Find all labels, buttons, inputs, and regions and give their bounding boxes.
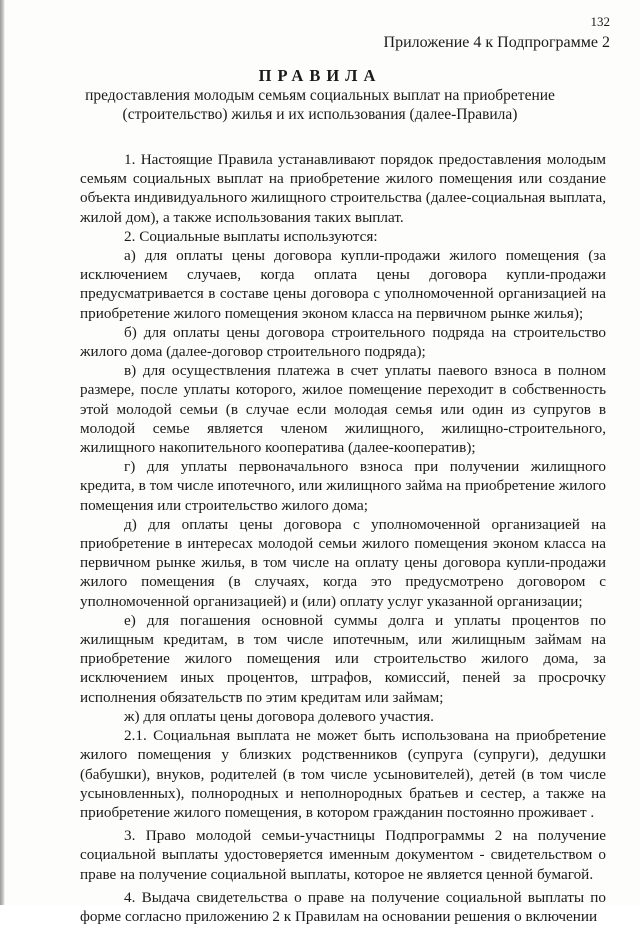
document-title: ПРАВИЛА xyxy=(258,66,382,85)
paragraph-2v: в) для осуществления платежа в счет уплаты паевого взноса в полном размере, после уплаты которого, жилое помещение переходит в собственность этой молодой семьи (в случае если молодая семья или один из супругов в молодой семье является членом жилищного, жилищно-строительного, жилищного накопительного кооператива (далее-кооператив); xyxy=(80,362,606,457)
paragraph-2d: д) для оплаты цены договора с уполномоченной организацией на приобретение в интересах молодой семьи жилого помещения эконом класса на первичном рынке жилья, в том числе на оплату цены договора купли-продажи жилого помещения (в случаях, когда это предусмотрено договором с уполномоченной организацией) и (или) оплату услуг указанной организации; xyxy=(80,515,606,610)
paragraph-3: 3. Право молодой семьи-участницы Подпрограммы 2 на получение социальной выплаты удостоверяется именным документом - свидетельством о праве на получение социальной выплаты, которое не является ценной бумагой. xyxy=(80,827,606,883)
paragraph-2: 2. Социальные выплаты используются: xyxy=(124,227,378,245)
document-body xyxy=(80,150,606,926)
paragraph-2-1: 2.1. Социальная выплата не может быть использована на приобретение жилого помещения у близких родственников (супруга (супруги), дедушки (бабушки), внуков, родителей (в том числе усыновителей), детей (в том числе усыновленных), полнородных и неполнородных братьев и сестер, а также на приобретение жилого помещения, в котором гражданин постоянно проживает . xyxy=(80,727,606,821)
paragraph-1: 1. Настоящие Правила устанавливают порядок предоставления молодым семьям социальных выплат на приобретение жилого помещения или создание объекта индивидуального жилищного строительства (далее-социальная выплата, жилой дом), а также использования таких выплат. xyxy=(80,151,606,226)
paragraph-4: 4. Выдача свидетельства о праве на получение социальной выплаты по форме согласно приложению 2 к Правилам на основании решения о включении xyxy=(80,888,606,925)
scan-edge-mark xyxy=(0,0,5,905)
paragraph-2b: б) для оплаты цены договора строительного подряда на строительство жилого дома (далее-договор строительного подряда); xyxy=(80,323,606,361)
paragraph-2e: е) для погашения основной суммы долга и уплаты процентов по жилищным кредитам, в том числе ипотечным, или жилищным займам на приобретение жилого помещения или строительство жилого дома, за исключением иных процентов, штрафов, комиссий, пеней за просрочку исполнения обязательств по этим кредитам или займам; xyxy=(80,611,606,706)
paragraph-2zh: ж) для оплаты цены договора долевого участия. xyxy=(124,707,434,725)
paragraph-2a: а) для оплаты цены договора купли-продажи жилого помещения (за исключением случаев, когда оплата цены договора купли-продажи предусматривается в составе цены договора с уполномоченной организацией на приобретение жилого помещения эконом класса на первичном рынке жилья); xyxy=(80,247,606,322)
document-subtitle: предоставления молодым семьям социальных выплат на приобретение (строительство) жилья и их использования (далее-Правила) xyxy=(85,87,555,123)
appendix-reference: Приложение 4 к Подпрограмме 2 xyxy=(383,34,610,51)
paragraph-2g: г) для уплаты первоначального взноса при получении жилищного кредита, в том числе ипотечного, или жилищного займа на приобретение жилого помещения или строительство жилого дома; xyxy=(80,458,606,514)
page-number: 132 xyxy=(590,14,610,29)
